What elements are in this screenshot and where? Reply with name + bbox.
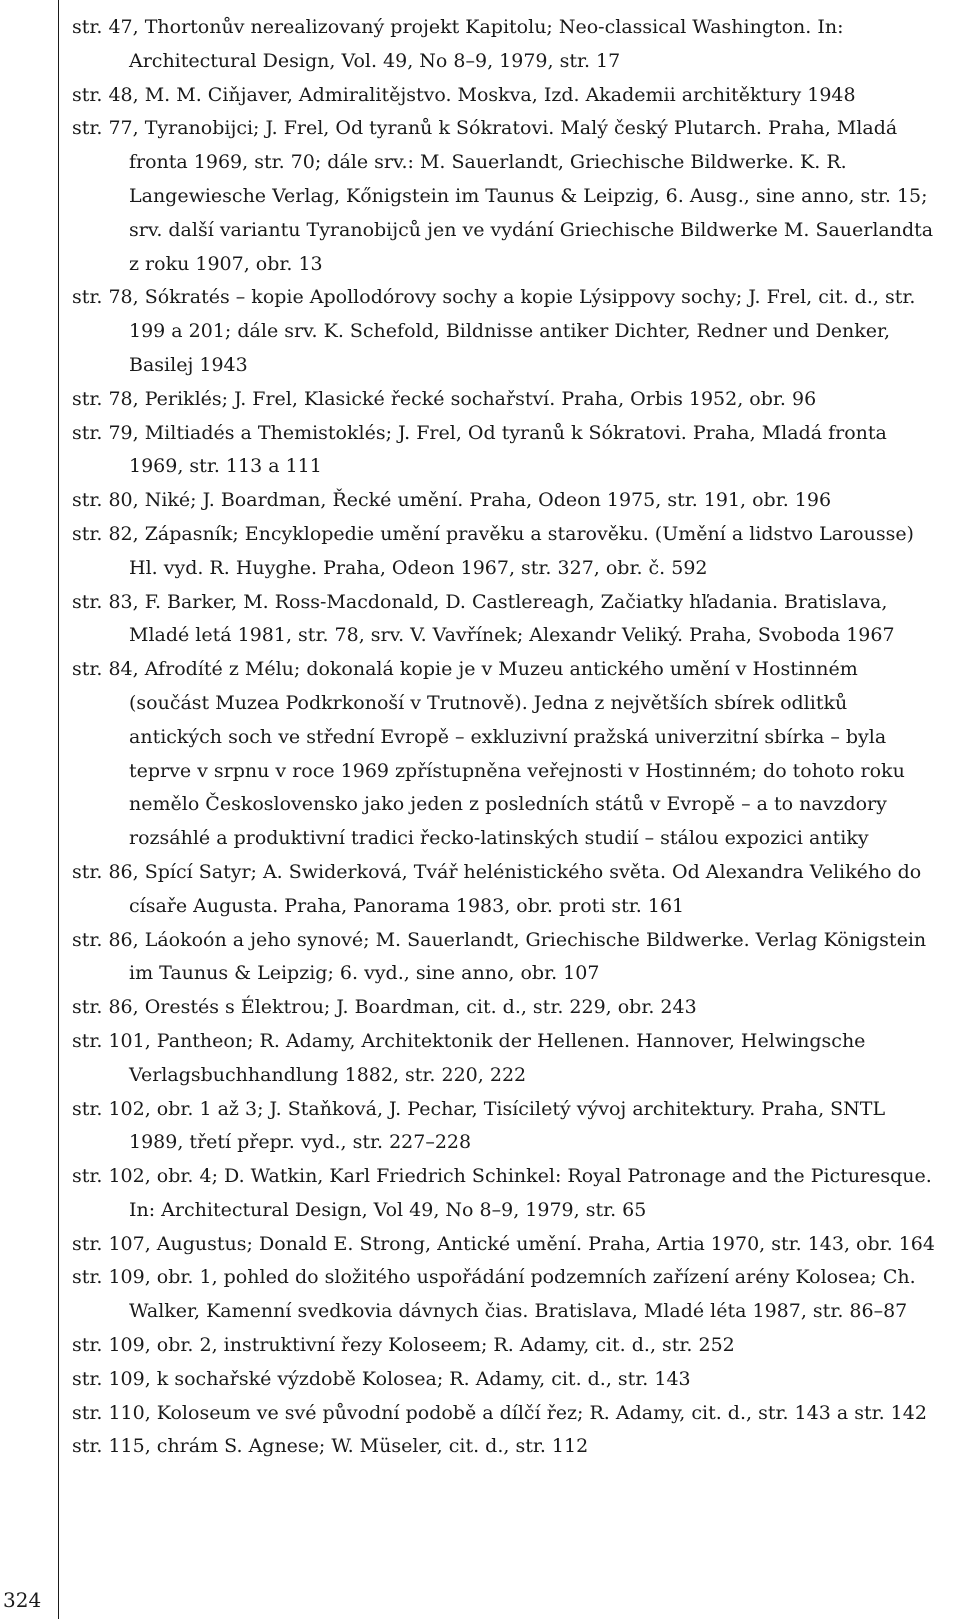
reference-entry: str. 102, obr. 4; D. Watkin, Karl Friedrich Schinkel: Royal Patronage and the Picturesque. In: Architectural Design, Vol 49, No 8–9, 1979, str. 65 (72, 1165, 932, 1221)
reference-entry: str. 84, Afrodíté z Mélu; dokonalá kopie je v Muzeu antického umění v Hostinném (součást Muzea Podkrkonoší v Trutnově). Jedna z největších sbírek odlitků antických soch ve střední Evropě – exkluzivní pražská univerzitní sbírka – byla teprve v srpnu v roce 1969 zpřístupněna veřejnosti v Hostinném; do tohoto roku nemělo Československo jako jeden z posledních států v Evropě – a to navzdory rozsáhlé a produktivní tradici řecko-latinských studií – stálou expozici antiky (72, 658, 905, 850)
reference-entry: str. 109, obr. 1, pohled do složitého uspořádání podzemních zařízení arény Kolosea; Ch. Walker, Kamenní svedkovia dávnych čias. Bratislava, Mladé léta 1987, str. 86–87 (72, 1266, 916, 1323)
reference-entry: str. 109, obr. 2, instruktivní řezy Koloseem; R. Adamy, cit. d., str. 252 (72, 1334, 735, 1357)
reference-entry: str. 77, Tyranobijci; J. Frel, Od tyranů k Sókratovi. Malý český Plutarch. Praha, Mladá fronta 1969, str. 70; dále srv.: M. Sauerlandt, Griechische Bildwerke. K. R. Langewiesche Verlag, Kőnigstein im Taunus & Leipzig, 6. Ausg., sine anno, str. 15; srv. další variantu Tyranobijců jen ve vydání Griechische Bildwerke M. Sauerlandta z roku 1907, obr. 13 (72, 117, 934, 275)
reference-entry: str. 110, Koloseum ve své původní podobě a dílčí řez; R. Adamy, cit. d., str. 143 a str. 142 (72, 1401, 927, 1424)
margin-rule (58, 0, 59, 1619)
reference-entry: str. 47, Thortonův nerealizovaný projekt Kapitolu; Neo-classical Washington. In: Architectural Design, Vol. 49, No 8–9, 1979, str. 17 (72, 16, 844, 72)
reference-entry: str. 78, Sókratés – kopie Apollodórovy sochy a kopie Lýsippovy sochy; J. Frel, cit. d., str. 199 a 201; dále srv. K. Schefold, Bildnisse antiker Dichter, Redner und Denker, Basilej 1943 (72, 286, 916, 376)
reference-entry: str. 102, obr. 1 až 3; J. Staňková, J. Pechar, Tisíciletý vývoj architektury. Praha, SNTL 1989, třetí přepr. vyd., str. 227–228 (72, 1097, 886, 1154)
reference-entry: str. 80, Niké; J. Boardman, Řecké umění. Praha, Odeon 1975, str. 191, obr. 196 (72, 489, 832, 512)
reference-entry: str. 48, M. M. Ciňjaver, Admiralitějstvo. Moskva, Izd. Akademii architěktury 1948 (72, 83, 856, 106)
reference-entry: str. 79, Miltiadés a Themistoklés; J. Frel, Od tyranů k Sókratovi. Praha, Mladá fronta 1969, str. 113 a 111 (72, 421, 887, 478)
reference-entry: str. 109, k sochařské výzdobě Kolosea; R. Adamy, cit. d., str. 143 (72, 1367, 691, 1390)
reference-entry: str. 82, Zápasník; Encyklopedie umění pravěku a starověku. (Umění a lidstvo Larousse) Hl. vyd. R. Huyghe. Praha, Odeon 1967, str. 327, obr. č. 592 (72, 522, 914, 579)
reference-entry: str. 86, Spící Satyr; A. Swiderková, Tvář helénistického světa. Od Alexandra Velikého do císaře Augusta. Praha, Panorama 1983, obr. proti str. 161 (72, 860, 922, 917)
reference-entry: str. 86, Láokoón a jeho synové; M. Sauerlandt, Griechische Bildwerke. Verlag Königstein im Taunus & Leipzig; 6. vyd., sine anno, obr. 107 (72, 928, 927, 985)
reference-entry: str. 86, Orestés s Élektrou; J. Boardman, cit. d., str. 229, obr. 243 (72, 996, 697, 1019)
page-number: 324 (3, 1588, 42, 1612)
reference-entry: str. 107, Augustus; Donald E. Strong, Antické umění. Praha, Artia 1970, str. 143, obr. 164 (72, 1232, 935, 1255)
reference-entry: str. 83, F. Barker, M. Ross-Macdonald, D. Castlereagh, Začiatky hľadania. Bratislava, Mladé letá 1981, str. 78, srv. V. Vavřínek; Alexandr Veliký. Praha, Svoboda 1967 (72, 590, 895, 647)
reference-entry: str. 101, Pantheon; R. Adamy, Architektonik der Hellenen. Hannover, Helwingsche Verlagsbuchhandlung 1882, str. 220, 222 (72, 1029, 866, 1086)
reference-list (72, 11, 942, 1464)
reference-entry: str. 78, Periklés; J. Frel, Klasické řecké sochařství. Praha, Orbis 1952, obr. 96 (72, 387, 817, 410)
reference-entry: str. 115, chrám S. Agnese; W. Müseler, cit. d., str. 112 (72, 1435, 589, 1458)
